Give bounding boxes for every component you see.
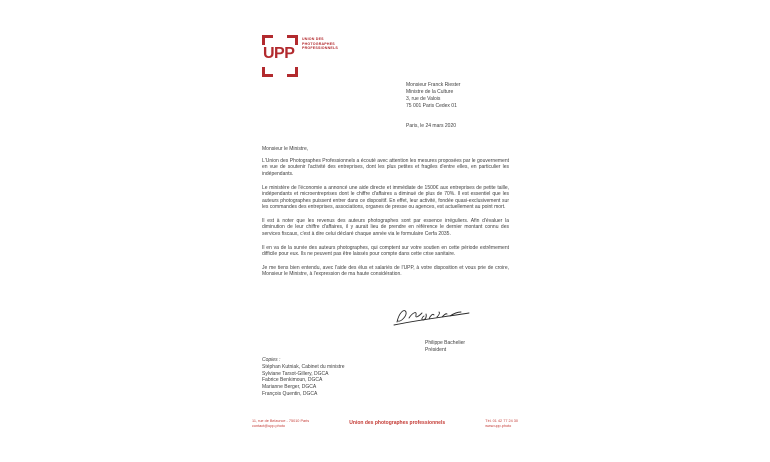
footer-contact [485,419,518,429]
recipient-address [406,82,460,110]
copy-recipient: François Quentin, DGCA [262,390,318,397]
paragraph: Je me tiens bien entendu, avec l'aide des élus et salariés de l'UPP, à votre disposition et vous prie de croire, Monsieur le Ministre, à l'expression de ma haute considération. [262,264,509,278]
copies-label: Copies : [262,357,281,363]
copy-recipient: Marianne Berger, DGCA [262,384,317,391]
paragraph: Le ministère de l'économie a annoncé une aide directe et immédiate de 1500€ aux entreprises de petite taille, indépendants et microentreprises dont le chiffre d'affaires a diminué de plus de 70%. Il est essentiel que les auteurs photographes puissent entrer dans ce dispositif. En effet, leur activité, fondée quasi-exclusivement sur les commandes des entreprises, associations, organes de presse ou agences, est actuellement au point mort. [262,184,509,210]
footer-address-line: 11, rue de Belzunce - 75010 Paris [252,419,310,423]
handwritten-signature [389,304,479,332]
salutation: Monsieur le Ministre, [262,146,309,152]
logo-tagline-line: UNION DES [302,37,324,41]
letter-page [247,0,523,462]
recipient-line: Monsieur Franck Riester [406,82,461,88]
footer-phone: Tél. 01 42 77 24 30 [485,419,518,423]
upp-logo [262,35,372,77]
footer-website: www.upp.photo [485,424,512,429]
date-line: Paris, le 24 mars 2020 [406,123,457,129]
footer-address [252,419,309,429]
footer-email: contact@upp.photo [252,424,285,429]
copy-recipient: Stéphan Kutniak, Cabinet du ministre [262,363,345,370]
logo-tagline-line: PHOTOGRAPHES [302,41,335,46]
recipient-line: 3, rue de Valois [406,96,441,102]
recipient-line: Ministre de la Culture [406,89,454,95]
logo-text: UPP [263,45,295,62]
signatory-title: Président [425,347,447,353]
paragraph: Il en va de la survie des auteurs photographes, qui comptent sur votre soutien en cette période extrêmement difficile pour eux. Ils ne peuvent pas être laissés pour compte dans cette crise sanitaire. [262,244,509,257]
logo-tagline [302,37,338,51]
copy-recipient: Fabrice Benkimoun, DGCA [262,377,323,384]
recipient-line: 75 001 Paris Cedex 01 [406,103,457,109]
letter-body [262,158,509,285]
logo-tagline-line: PROFESSIONNELS [302,46,338,51]
paragraph: L'Union des Photographes Professionnels a écouté avec attention les mesures proposées par le gouvernement en vue de soutenir l'activité des entreprises, dont les plus petites et fragiles d'entre elles, en particulier les indépendants. [262,158,509,177]
copies-block [262,357,345,398]
paragraph: Il est à noter que les revenus des auteurs photographes sont par essence irréguliers. Afin d'évaluer la diminution de leur chiffre d'affaires, il y aurait lieu de prendre en référence le dernier montant connu des services fiscaux, c'est à dire celui déclaré chaque année via le formulaire Cerfa 2035. [262,217,509,237]
letter-footer [252,419,518,429]
signatory-block [425,340,465,354]
footer-org-name: Union des photographes professionnels [349,420,446,426]
signatory-name: Philippe Bachelier [425,340,466,346]
copy-recipient: Sylviane Tarsot-Gillery, DGCA [262,370,329,377]
